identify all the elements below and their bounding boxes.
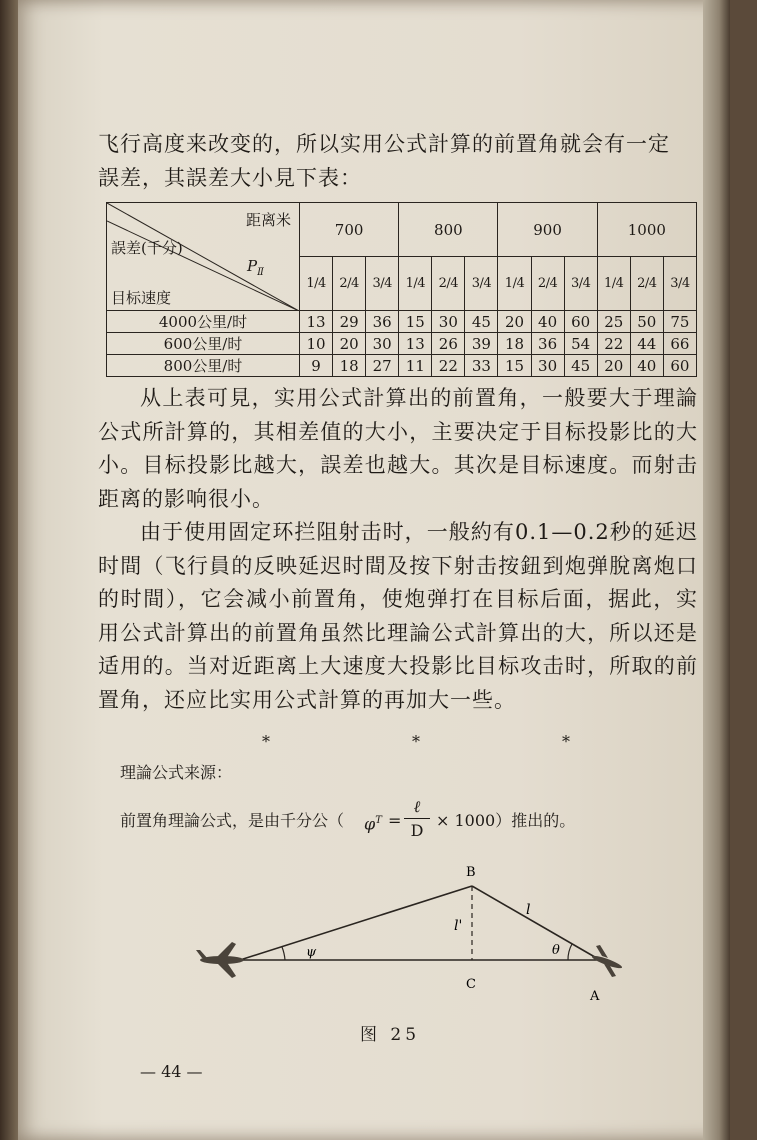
fraction-header: 1/4 [498,257,531,311]
triangle-diagram [170,858,640,1008]
distance-header: 800 [399,203,498,257]
formula-var: $\varphi^T$ [364,814,382,834]
label-b: B [466,865,476,880]
row-speed: 800公里/时 [107,355,300,377]
table-cell: 22 [597,333,630,355]
fraction-header: 2/4 [531,257,564,311]
table-cell: 30 [531,355,564,377]
page-edge [703,0,730,1140]
fraction-header: 3/4 [465,257,498,311]
intro-paragraph [98,128,698,195]
label-a: A [590,989,600,1004]
fraction-header: 1/4 [597,257,630,311]
figure-caption: 图 25 [360,1025,421,1045]
fraction-header: 3/4 [366,257,399,311]
row-speed: 4000公里/时 [107,311,300,333]
header-distance: 距离米 [245,211,291,229]
label-theta: θ [552,943,560,958]
label-l: l [526,902,531,918]
label-psi: ψ [306,945,317,960]
table-cell: 54 [564,333,597,355]
fraction-header: 3/4 [663,257,696,311]
error-table [106,202,697,377]
theory-formula [120,796,680,850]
table-cell: 20 [333,333,366,355]
table-cell: 39 [465,333,498,355]
table-cell: 13 [300,311,333,333]
table-cell: 9 [300,355,333,377]
table-row [107,333,697,355]
separator-star: * [562,732,570,751]
table-cell: 44 [630,333,663,355]
separator-star: * [262,732,270,751]
row-speed: 600公里/时 [107,333,300,355]
target-aircraft-icon [591,945,623,977]
table-cell: 18 [498,333,531,355]
table-cell: 60 [663,355,696,377]
distance-header: 900 [498,203,597,257]
formula-suffix: × 1000）推出的。 [436,811,576,830]
table-cell: 29 [333,311,366,333]
table-cell: 60 [564,311,597,333]
formula-eq: = [388,811,402,830]
header-p: $P_Ⅱ$ [247,257,264,278]
intro-line-2: 誤差，其誤差大小見下表： [98,165,362,190]
table-cell: 36 [366,311,399,333]
fraction-header: 1/4 [300,257,333,311]
table-header-diagonal-cell [107,203,300,311]
table-cell: 15 [399,311,432,333]
table-cell: 13 [399,333,432,355]
angle-arc-psi [282,947,285,960]
table-cell: 18 [333,355,366,377]
table-cell: 25 [597,311,630,333]
distance-header: 1000 [597,203,696,257]
table-cell: 20 [498,311,531,333]
formula-denominator: D [410,821,424,840]
hypotenuse-line [240,886,472,960]
table-cell: 40 [531,311,564,333]
header-speed: 目标速度 [111,289,172,307]
table-cell: 40 [630,355,663,377]
paragraph-2: 由于使用固定环拦阻射击时，一般約有0.1—0.2秒的延迟时間（飞行員的反映延迟时間及按下射击按鈕到炮弹脫离炮口的时間），它会减小前置角，使炮弹打在目标后面，据此，实用公式計算出的前置角虽然比理論公式計算出的大，所以还是适用的。当对近距离上大速度大投影比目标攻击时，所取的前置角，还应比实用公式計算的再加大一些。 [98,520,698,712]
fraction-header: 2/4 [432,257,465,311]
fraction-header: 2/4 [333,257,366,311]
table-cell: 20 [597,355,630,377]
table-cell: 30 [366,333,399,355]
table-cell: 22 [432,355,465,377]
table-cell: 26 [432,333,465,355]
fraction-header: 2/4 [630,257,663,311]
table-cell: 36 [531,333,564,355]
fraction-header: 3/4 [564,257,597,311]
intro-line-1: 飞行高度来改变的，所以实用公式計算的前置角就会有一定 [98,132,670,156]
formula-prefix: 前置角理論公式，是由千分公（ [120,811,345,830]
table-cell: 45 [564,355,597,377]
book-spine [0,0,18,1140]
fighter-aircraft-icon [196,942,244,978]
angle-arc-theta [568,944,572,960]
formula-numerator: ℓ [404,796,430,819]
table-cell: 33 [465,355,498,377]
header-error: 誤差(千分) [111,239,183,257]
table-cell: 30 [432,311,465,333]
table-cell: 10 [300,333,333,355]
table-row [107,355,697,377]
table-cell: 75 [663,311,696,333]
table-cell: 50 [630,311,663,333]
theory-title: 理論公式来源： [120,763,233,782]
label-l-prime: l' [454,918,463,934]
table-cell: 66 [663,333,696,355]
page-number: — 44 — [140,1062,203,1081]
table-cell: 27 [366,355,399,377]
table-cell: 45 [465,311,498,333]
distance-header: 700 [300,203,399,257]
side-line [472,886,600,960]
table-cell: 15 [498,355,531,377]
label-c: C [466,977,476,992]
paragraph-1: 从上表可見，实用公式計算出的前置角，一般要大于理論公式所計算的，其相差值的大小，主要决定于目标投影比的大小。目标投影比越大，誤差也越大。其次是目标速度。而射击距离的影响很小。 [98,386,698,511]
fraction-header: 1/4 [399,257,432,311]
separator-star: * [412,732,420,751]
table-row [107,311,697,333]
body-text [98,382,698,717]
table-cell: 11 [399,355,432,377]
